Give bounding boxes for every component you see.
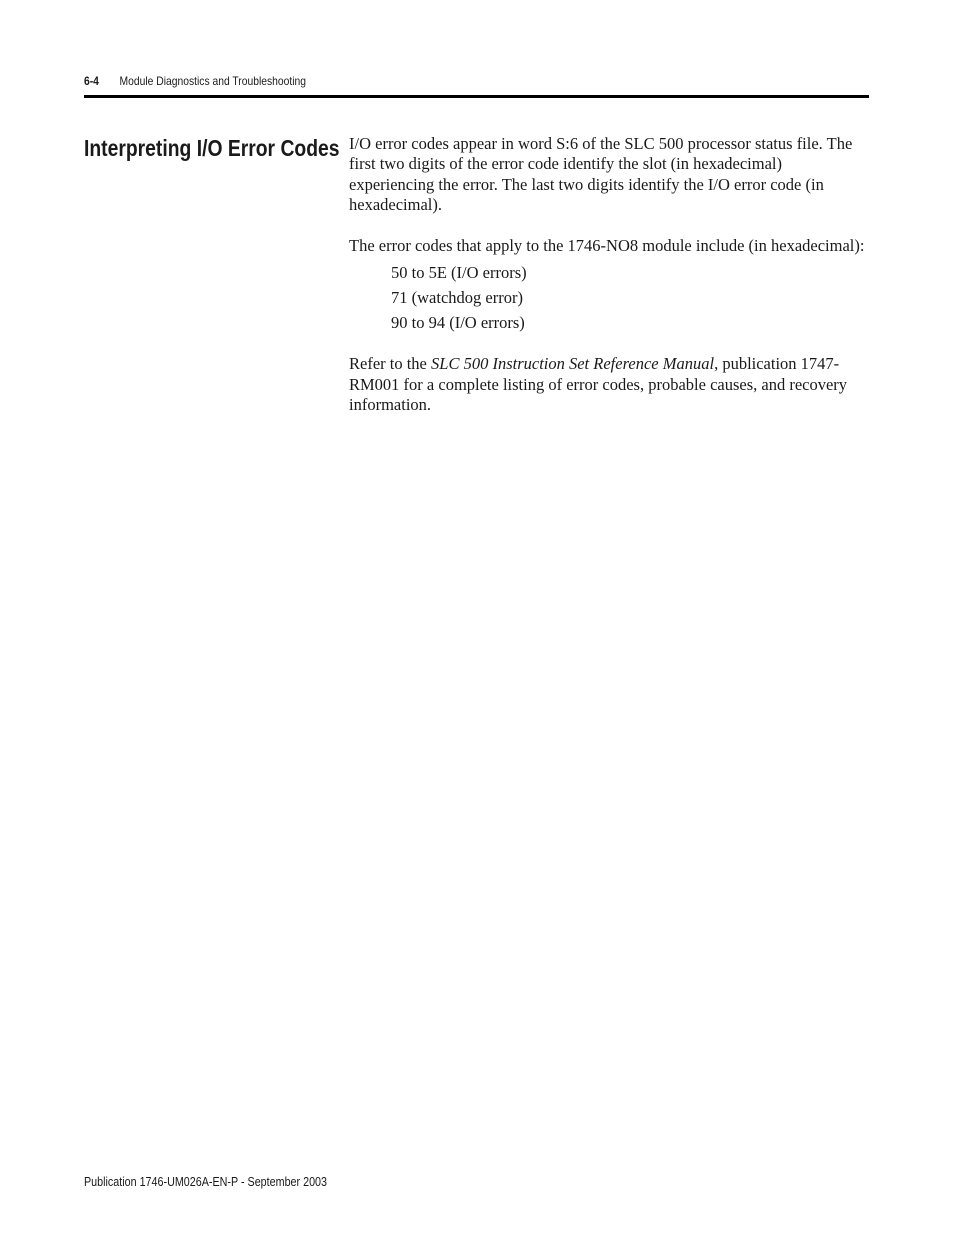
manual-title: SLC 500 Instruction Set Reference Manual [431,354,715,374]
error-codes-intro-paragraph: The error codes that apply to the 1746-NO8 module include (in hexadecimal): [349,235,865,255]
section-heading: Interpreting I/O Error Codes [84,135,340,161]
publication-footer: Publication 1746-UM026A-EN-P - September 2003 [84,1175,328,1189]
error-code-item: 71 (watchdog error) [391,287,523,307]
error-code-item: 90 to 94 (I/O errors) [391,312,525,332]
reference-paragraph [349,354,869,415]
error-code-list [349,260,869,335]
page-number: 6-4 [84,74,99,88]
running-header [84,73,306,89]
chapter-title: Module Diagnostics and Troubleshooting [119,74,307,88]
reference-suffix: , publication 1747-RM001 for a complete listing of error codes, probable causes, and recovery information. [349,354,848,415]
section-body [349,134,869,415]
error-code-item: 50 to 5E (I/O errors) [391,262,527,282]
reference-prefix: Refer to the [349,354,432,374]
intro-paragraph: I/O error codes appear in word S:6 of the SLC 500 processor status file. The first two digits of the error code identify the slot (in hexadecimal) experiencing the error. The last two digits identify the I/O error code (in hexadecimal). [349,134,853,214]
header-rule [84,95,869,98]
